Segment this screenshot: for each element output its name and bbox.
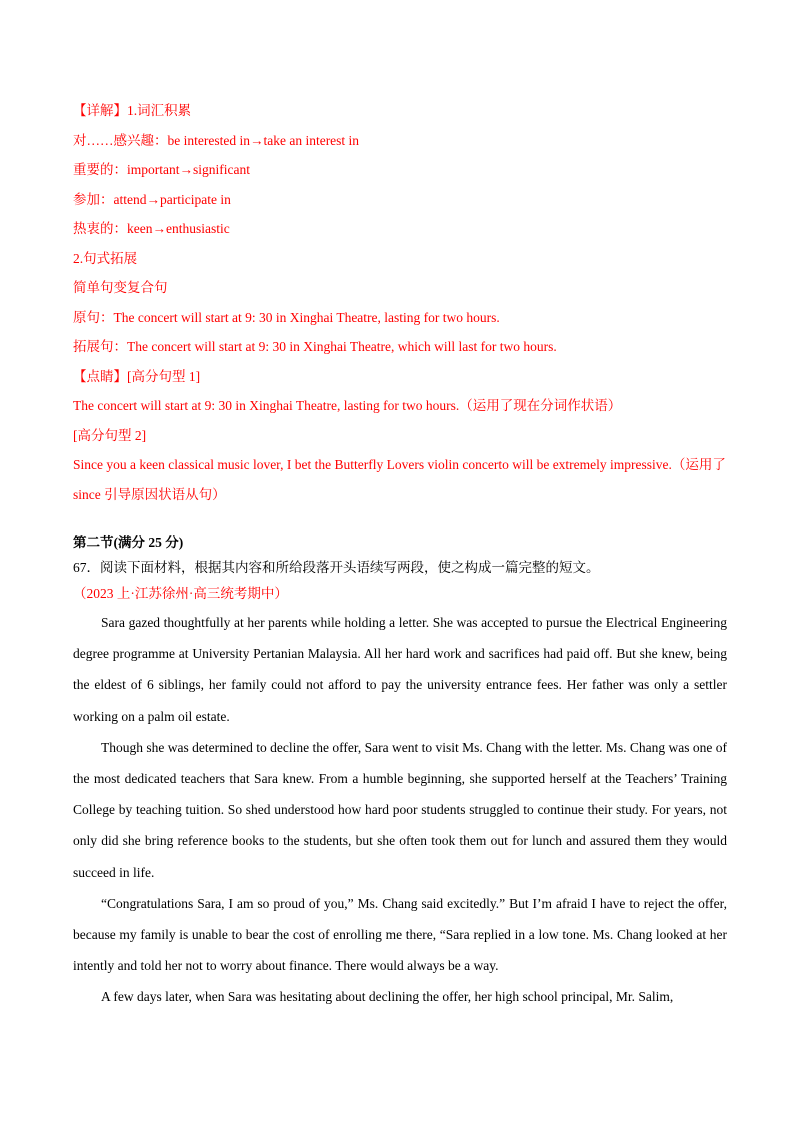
story-paragraph: Though she was determined to decline the offer, Sara went to visit Ms. Chang with the letter. Ms. Chang was one of the most dedicated teachers that Sara knew. From a humble beginning, she supported herself at the Teachers’ Training College by teaching tuition. So shed understood how hard poor students struggled to continue their study. For years, not only did she bring reference books to the students, but she often took them out for lunch and assured them they would succeed in life.: [73, 739, 727, 880]
question-source: （2023 上·江苏徐州·高三统考期中）: [73, 586, 288, 601]
story-paragraph: A few days later, when Sara was hesitating about declining the offer, her high school principal, Mr. Salim,: [101, 989, 674, 1005]
expanded-sentence: 拓展句：The concert will start at 9: 30 in Xinghai Theatre, which will last for two hours.: [73, 339, 557, 354]
document-page: [73, 96, 727, 1013]
sentence-expansion-heading: 2.句式拓展: [73, 250, 138, 266]
vocab-item-keen: 热衷的：keen→enthusiastic: [73, 221, 230, 236]
original-sentence: 原句：The concert will start at 9: 30 in Xinghai Theatre, lasting for two hours.: [73, 309, 500, 325]
vocab-item-interested: 对……感兴趣：be interested in→take an interest in: [73, 132, 360, 148]
sentence-expansion-subheading: 简单句变复合句: [73, 280, 168, 295]
vocab-item-attend: 参加：attend→participate in: [73, 191, 231, 207]
question-prompt: 67．阅读下面材料，根据其内容和所给段落开头语续写两段，使之构成一篇完整的短文。: [73, 560, 600, 575]
pattern-1-sentence: The concert will start at 9: 30 in Xinghai Theatre, lasting for two hours.（运用了现在分词作状语）: [73, 398, 622, 413]
section-gap: [73, 509, 727, 531]
section-heading: 第二节(满分 25 分): [73, 535, 184, 550]
explanation-heading: 【详解】1.词汇积累: [73, 103, 192, 118]
pattern-2-sentence: Since you a keen classical music lover, I bet the Butterfly Lovers violin concerto will be extremely impressive.（运用了 since 引导原因状语从句）: [73, 457, 726, 502]
pattern-2-heading: [高分句型 2]: [73, 427, 147, 443]
story-paragraph: Sara gazed thoughtfully at her parents while holding a letter. She was accepted to pursue the Electrical Engineering degree programme at University Pertanian Malaysia. All her hard work and sacrifices had paid off. But she knew, being the eldest of 6 siblings, her family could not afford to pay the university entrance fees. Her father was only a settler working on a palm oil estate.: [73, 615, 727, 724]
key-point-heading: 【点睛】[高分句型 1]: [73, 368, 201, 384]
vocab-item-important: 重要的：important→significant: [73, 162, 250, 177]
story-paragraph: “Congratulations Sara, I am so proud of you,” Ms. Chang said excitedly.” But I’m afraid I have to reject the offer, because my family is unable to bear the cost of enrolling me there, “Sara replied in a low tone. Ms. Chang looked at her intently and told her not to worry about finance. There would always be a way.: [73, 895, 727, 974]
